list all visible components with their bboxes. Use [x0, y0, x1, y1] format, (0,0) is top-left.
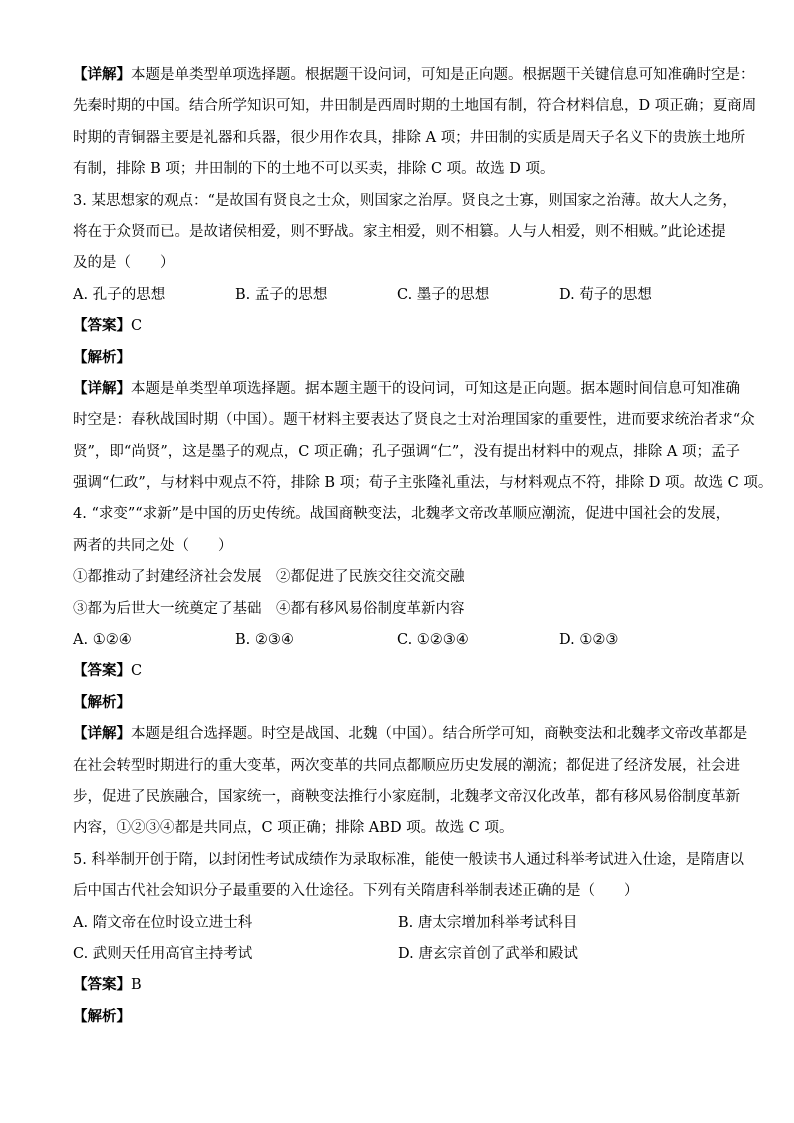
q2-detail-line-3: 时期的青铜器主要是礼器和兵器，很少用作农具，排除 A 项；井田制的实质是周天子名义下的贵族土地所	[73, 129, 746, 146]
q3-stem-line-1: 3. 某思想家的观点：“是故国有贤良之士众，则国家之治厚。贤良之士寡，则国家之治薄。故大人之务，	[73, 192, 737, 209]
q5-stem-line-2: 后中国古代社会知识分子最重要的入仕途径。下列有关隋唐科举制表述正确的是（ ）	[73, 883, 639, 900]
q4-option-b[interactable]: B. ②③④	[235, 632, 294, 649]
question-4	[73, 499, 748, 844]
document-page	[73, 60, 773, 1033]
q4-detail-line-3: 步，促进了民族融合，国家统一，商鞅变法推行小家庭制，北魏孝文帝汉化改革，都有移风易俗制度革新	[73, 788, 740, 805]
q3-stem-line-2: 将在于众贤而已。是故诸侯相爱，则不野战。家主相爱，则不相篡。人与人相爱，则不相贼。”此论述提	[73, 223, 726, 240]
q2-detail-line-2: 先秦时期的中国。结合所学知识可知，井田制是西周时期的土地国有制，符合材料信息，D 项正确；夏商周	[73, 98, 757, 115]
q2-detail	[73, 60, 757, 186]
q5-answer-value: B	[131, 977, 142, 994]
q4-analysis	[73, 688, 723, 719]
analysis-tag: 【解析】	[73, 349, 131, 366]
answer-tag: 【答案】	[73, 977, 131, 994]
detail-tag: 【详解】	[73, 67, 131, 83]
q3-stem-line-3: 及的是（ ）	[73, 255, 175, 272]
q3-option-a[interactable]: A. 孔子的思想	[73, 286, 166, 303]
q3-option-d[interactable]: D. 荀子的思想	[559, 286, 652, 303]
q4-option-d[interactable]: D. ①②③	[559, 632, 619, 649]
q3-detail-line-1: 【详解】本题是单类型单项选择题。据本题主题干的设问词，可知这是正向题。据本题时间信息可知准确	[73, 380, 740, 397]
answer-tag: 【答案】	[73, 663, 131, 680]
q4-option-a[interactable]: A. ①②④	[73, 632, 132, 649]
q5-analysis	[73, 1002, 723, 1033]
q4-answer-value: C	[131, 663, 143, 680]
q3-detail-line-3: 贤”，即“尚贤”，这是墨子的观点，C 项正确；孔子强调“仁”，没有提出材料中的观点，排除 A 项；孟子	[73, 443, 740, 460]
detail-tag: 【详解】	[73, 380, 131, 397]
q5-stem-line-1: 5. 科举制开创于隋，以封闭性考试成绩作为录取标准，能使一般读书人通过科举考试进入仕途，是隋唐以	[73, 851, 744, 868]
q4-answer	[73, 656, 723, 687]
q3-detail-line-2: 时空是：春秋战国时期（中国）。题干材料主要表达了贤良之士对治理国家的重要性，进而要求统治者求“众	[73, 412, 755, 429]
q4-option-c[interactable]: C. ①②③④	[397, 632, 469, 649]
answer-tag: 【答案】	[73, 318, 131, 335]
q3-answer-value: C	[131, 318, 143, 335]
q4-detail-line-2: 在社会转型时期进行的重大变革，两次变革的共同点都顺应历史发展的潮流；都促进了经济发展，社会进	[73, 757, 740, 774]
analysis-tag: 【解析】	[73, 1008, 131, 1025]
q3-options	[73, 280, 723, 311]
q5-option-b[interactable]: B. 唐太宗增加科举考试科目	[398, 914, 578, 931]
q5-answer	[73, 970, 723, 1001]
q3-analysis	[73, 343, 723, 374]
q4-options	[73, 625, 723, 656]
q2-detail-line-4: 有制，排除 B 项；井田制的下的土地不可以买卖，排除 C 项。故选 D 项。	[73, 161, 555, 178]
question-3	[73, 186, 773, 500]
q3-option-c[interactable]: C. 墨子的思想	[397, 286, 490, 303]
q5-options-row-1	[73, 908, 723, 939]
q4-detail-line-1: 【详解】本题是组合选择题。时空是战国、北魏（中国）。结合所学可知，商鞅变法和北魏孝文帝改革都是	[73, 726, 748, 743]
q4-detail-line-4: 内容，①②③④都是共同点，C 项正确；排除 ABD 项。故选 C 项。	[73, 820, 514, 837]
q2-detail-line-1: 【详解】本题是单类型单项选择题。根据题干设问词，可知是正向题。根据题干关键信息可知准确时空是：	[73, 67, 755, 83]
q5-option-c[interactable]: C. 武则天任用高官主持考试	[73, 945, 253, 962]
q4-stem-line-2: 两者的共同之处（ ）	[73, 537, 233, 554]
q5-option-a[interactable]: A. 隋文帝在位时设立进士科	[73, 914, 253, 931]
analysis-tag: 【解析】	[73, 694, 131, 711]
q3-answer	[73, 311, 723, 342]
q4-statement-line-2: ③都为后世大一统奠定了基础 ④都有移风易俗制度革新内容	[73, 600, 465, 617]
q3-detail-line-4: 强调“仁政”，与材料中观点不符，排除 B 项；荀子主张隆礼重法，与材料观点不符，排除 D 项。故选 C 项。	[73, 475, 773, 492]
detail-tag: 【详解】	[73, 726, 131, 743]
q4-stem-line-1: 4. “求变”“求新”是中国的历史传统。战国商鞅变法，北魏孝文帝改革顺应潮流，促进中国社会的发展，	[73, 506, 731, 523]
q4-statement-line-1: ①都推动了封建经济社会发展 ②都促进了民族交往交流交融	[73, 569, 465, 586]
question-5	[73, 845, 744, 1033]
q5-option-d[interactable]: D. 唐玄宗首创了武举和殿试	[398, 945, 578, 962]
q3-option-b[interactable]: B. 孟子的思想	[235, 286, 328, 303]
q5-options-row-2	[73, 939, 723, 970]
